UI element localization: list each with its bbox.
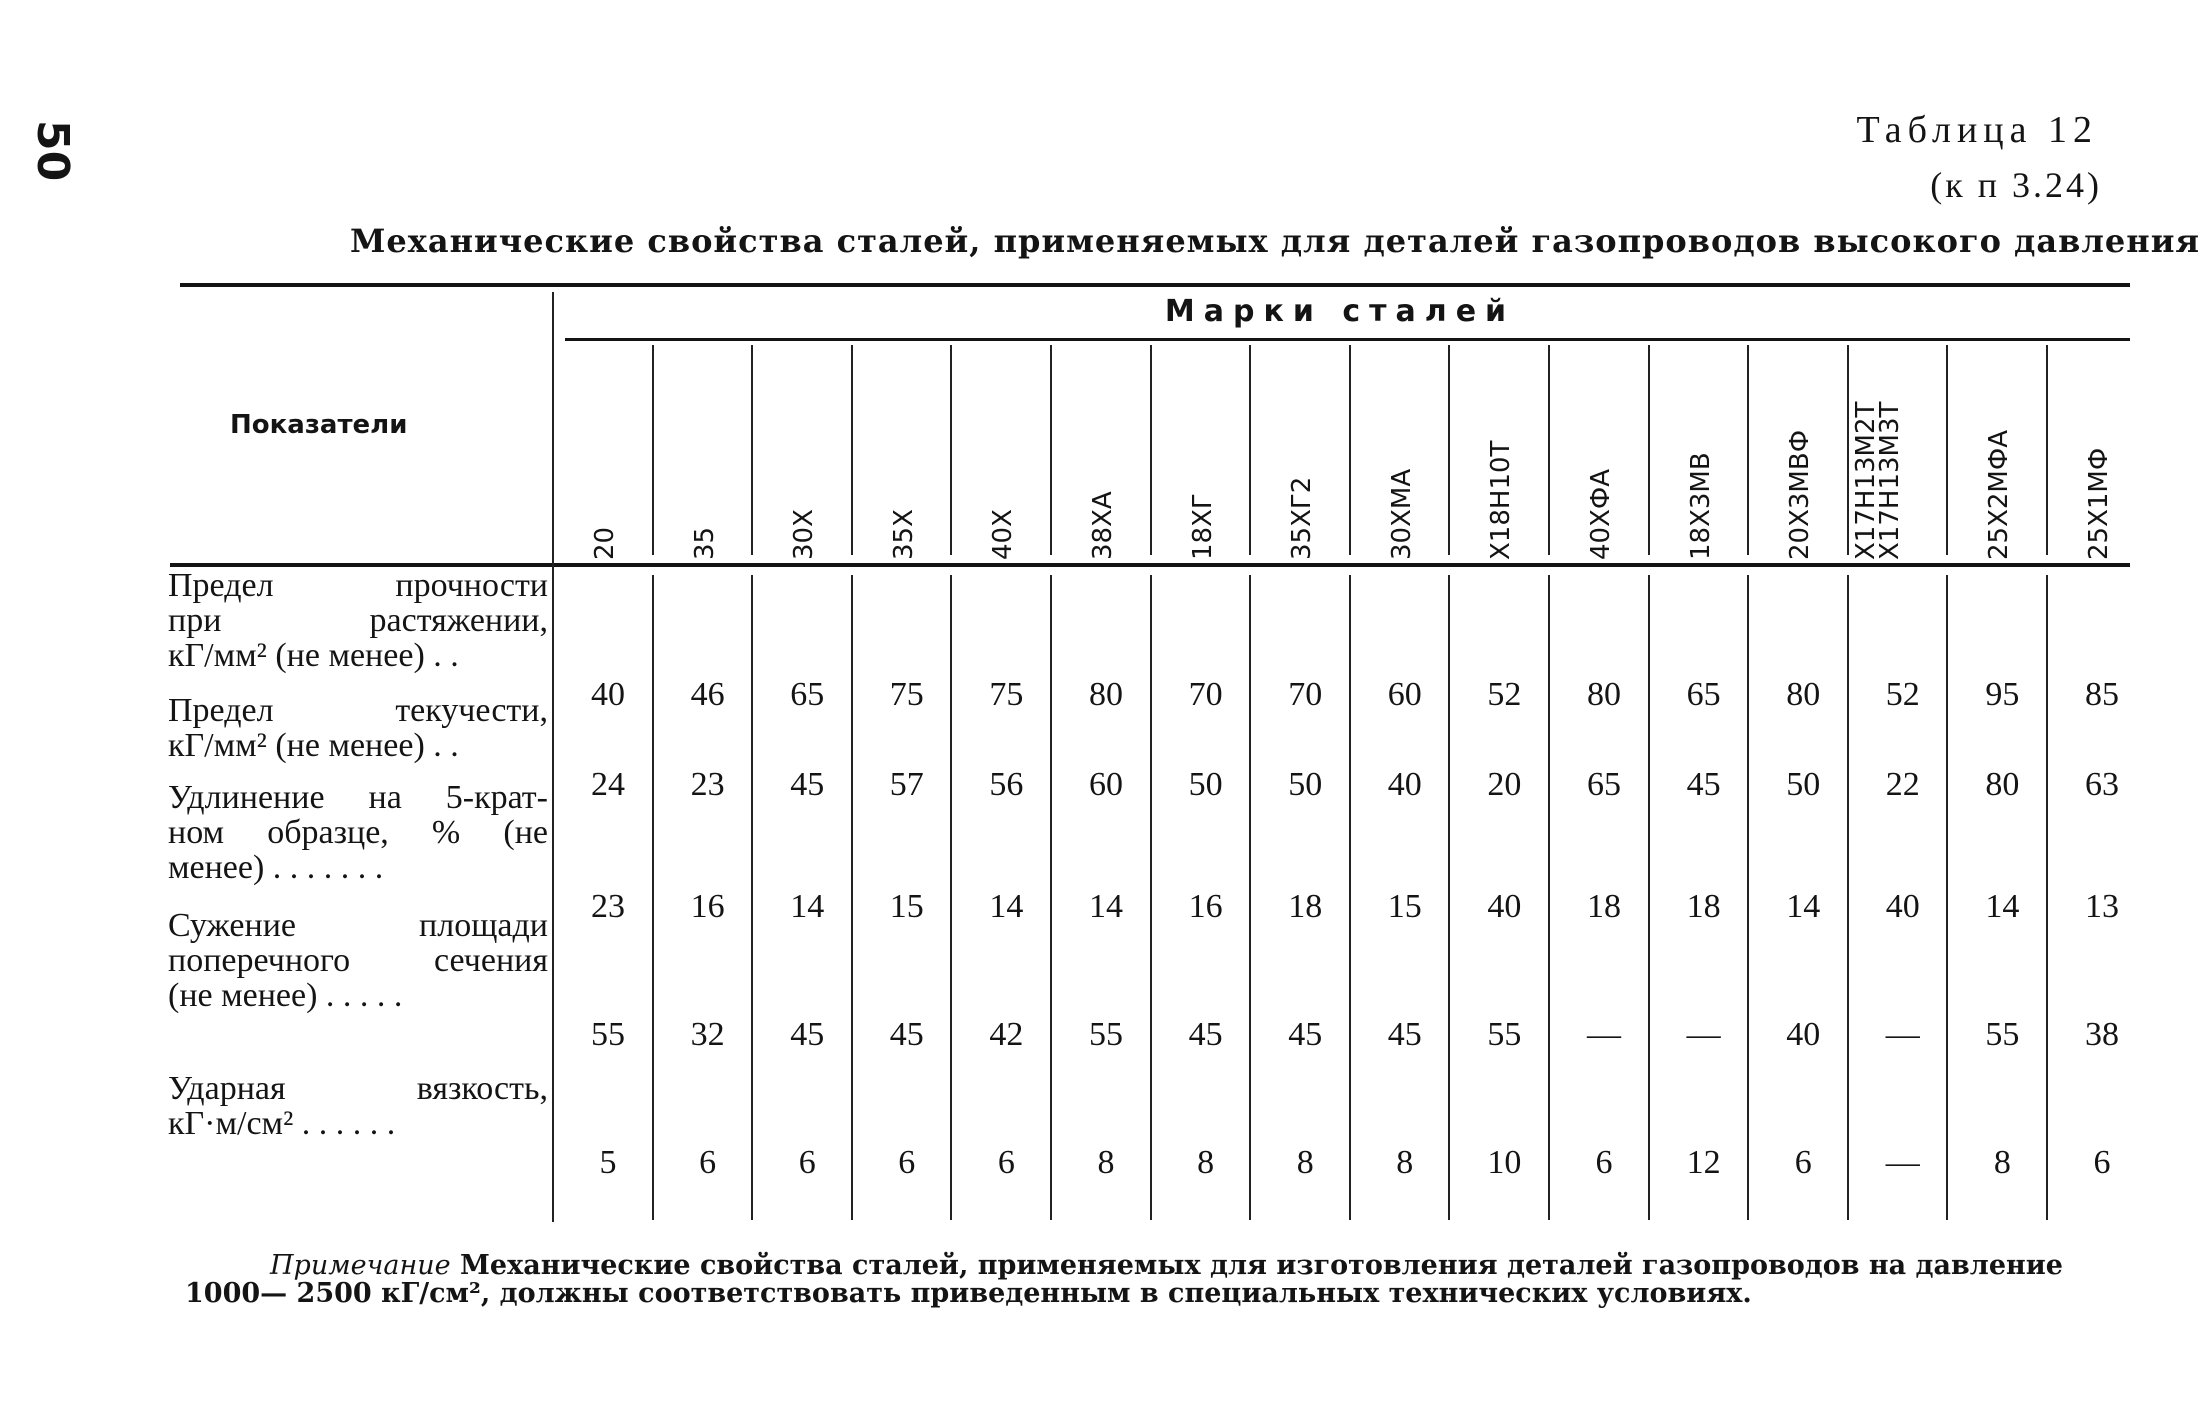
row-label-line: кГ·м/см² . . . . . . <box>168 1105 396 1142</box>
table-cell: 45 <box>1686 766 1721 803</box>
row-label-line: кГ/мм² (не менее) . . <box>168 727 459 764</box>
footnote <box>185 1252 2135 1308</box>
table-cell: 10 <box>1487 1144 1522 1181</box>
table-cell: 23 <box>591 888 625 925</box>
column-header <box>958 350 1048 560</box>
table-cell: 22 <box>1885 766 1920 803</box>
table-cell: 6 <box>2093 1144 2111 1181</box>
column-header <box>859 350 949 560</box>
table-cell: 6 <box>1794 1144 1812 1181</box>
table-cell: 8 <box>1097 1144 1115 1181</box>
table-cell: 14 <box>790 888 825 925</box>
column-header-label: 30Х <box>789 509 820 560</box>
column-header-label: 40Х <box>988 509 1019 560</box>
steel-grades-header: Марки сталей <box>1164 294 1516 329</box>
row-label-line: поперечного сечения <box>168 942 548 979</box>
row-label-line: Предел прочности <box>168 567 548 604</box>
column-divider <box>1349 345 1351 555</box>
column-header-label: 35ХГ2 <box>1287 476 1318 560</box>
column-divider <box>1050 345 1052 555</box>
column-header-label: 18Х3МВ <box>1685 452 1716 560</box>
row-label <box>168 568 548 673</box>
column-header <box>2054 350 2144 560</box>
row-label-line: кГ/мм² (не менее) . . <box>168 637 459 674</box>
table-cell: 52 <box>1487 676 1522 713</box>
column-header <box>1656 350 1746 560</box>
row-label <box>168 693 548 763</box>
table-cell: 57 <box>889 766 924 803</box>
table-cell: 95 <box>1985 676 2020 713</box>
table-cell: 32 <box>690 1016 725 1053</box>
table-cell: 55 <box>591 1016 625 1053</box>
row-label <box>168 780 548 885</box>
table-cell: 50 <box>1786 766 1821 803</box>
column-divider <box>950 345 952 555</box>
table-cell: 16 <box>1188 888 1223 925</box>
table-cell: 56 <box>989 766 1024 803</box>
table-cell: 14 <box>1786 888 1821 925</box>
footnote-lead: Примечание <box>270 1250 451 1281</box>
row-label-line: Ударная вязкость, <box>168 1070 548 1107</box>
column-divider <box>851 345 853 555</box>
table-cell: 13 <box>2085 888 2119 925</box>
table-cell: 14 <box>989 888 1024 925</box>
column-header <box>1058 350 1148 560</box>
table-cell: 20 <box>1487 766 1522 803</box>
column-divider <box>1847 345 1849 555</box>
table-cell: 52 <box>1885 676 1920 713</box>
footnote-text: Механические свойства сталей, применяемых для изготовления деталей газопроводов на давление 1000— 2500 кГ/см², должны соответствовать приведенным в специальных технических условиях. <box>185 1250 2063 1309</box>
table-cell: 45 <box>790 1016 825 1053</box>
table-cell: 50 <box>1288 766 1323 803</box>
table-cell: 60 <box>1089 766 1123 803</box>
table-cell: 80 <box>1786 676 1821 713</box>
table-cell: 85 <box>2085 676 2119 713</box>
table-cell: 46 <box>690 676 725 713</box>
table-cell: 65 <box>1587 766 1621 803</box>
column-header <box>1850 350 1945 560</box>
table-cell: 80 <box>1985 766 2020 803</box>
column-header <box>759 350 849 560</box>
column-divider <box>1946 345 1948 555</box>
table-cell: 63 <box>2085 766 2119 803</box>
column-header-label: 18ХГ <box>1187 493 1218 560</box>
column-divider <box>2046 345 2048 555</box>
column-divider <box>751 345 753 555</box>
table-cell: 80 <box>1587 676 1621 713</box>
row-label-line: Предел текучести, <box>168 692 548 729</box>
table-cell: — <box>1587 1016 1621 1053</box>
column-divider <box>1150 345 1152 555</box>
column-header-label: 35Х <box>888 509 919 560</box>
column-header-label: 38ХА <box>1088 491 1118 560</box>
page-number: 50 <box>27 120 78 182</box>
parameters-header: Показатели <box>230 410 408 440</box>
table-cell: 23 <box>690 766 725 803</box>
table-cell: 18 <box>1686 888 1721 925</box>
table-cell: 6 <box>798 1144 816 1181</box>
label-column-divider <box>552 292 554 1222</box>
table-cell: 40 <box>1387 766 1422 803</box>
table-cell: 8 <box>1396 1144 1414 1181</box>
column-header-label: 20Х3МВФ <box>1785 429 1816 560</box>
table-cell: 5 <box>599 1144 617 1181</box>
table-cell: — <box>1885 1016 1920 1053</box>
table-cell: 8 <box>1197 1144 1215 1181</box>
column-header <box>1755 350 1845 560</box>
column-divider <box>1648 345 1650 555</box>
column-divider <box>1747 345 1749 555</box>
column-header-label: 25Х1МФ <box>2084 447 2114 560</box>
table-cell: 45 <box>1387 1016 1422 1053</box>
table-cell: 6 <box>1595 1144 1613 1181</box>
table-cell: 6 <box>699 1144 717 1181</box>
column-header <box>1456 350 1546 560</box>
column-header-label: Х17Н13М2Т Х17Н13М3Т <box>1850 401 1905 560</box>
column-header-label: 40ХФА <box>1586 468 1616 560</box>
column-header <box>1954 350 2044 560</box>
table-cell: 55 <box>1487 1016 1522 1053</box>
row-label-line: Сужение площади <box>168 907 548 944</box>
table-cell: 80 <box>1089 676 1123 713</box>
table-cell: 8 <box>1993 1144 2011 1181</box>
table-label: Таблица 12 <box>1856 109 2098 151</box>
table-cell: 8 <box>1296 1144 1314 1181</box>
table-cell: 40 <box>1885 888 1920 925</box>
column-header-label: 25Х2МФА <box>1984 429 2015 560</box>
table-cell: 45 <box>1288 1016 1323 1053</box>
table-top-rule <box>180 283 2130 287</box>
table-cell: 60 <box>1387 676 1422 713</box>
column-header <box>1158 350 1248 560</box>
row-label <box>168 1071 548 1141</box>
column-header <box>660 350 750 560</box>
table-cell: 65 <box>790 676 825 713</box>
column-header-label: Х18Н10Т <box>1486 440 1517 560</box>
table-cell: — <box>1686 1016 1721 1053</box>
table-cell: 42 <box>989 1016 1024 1053</box>
row-label-line: (не менее) . . . . . <box>168 977 403 1014</box>
table-cell: 45 <box>1188 1016 1223 1053</box>
column-header <box>1357 350 1447 560</box>
table-cell: 55 <box>1985 1016 2020 1053</box>
table-cell: 45 <box>889 1016 924 1053</box>
column-header-label: 35 <box>689 526 720 560</box>
table-cell: 75 <box>989 676 1024 713</box>
table-cell: 14 <box>1985 888 2020 925</box>
table-cell: 45 <box>790 766 825 803</box>
table-cell: 50 <box>1188 766 1223 803</box>
column-header-label: 20 <box>590 526 620 560</box>
table-cell: 15 <box>1387 888 1422 925</box>
row-label <box>168 908 548 1013</box>
column-header <box>1556 350 1646 560</box>
row-label-line: менее) . . . . . . . <box>168 849 384 886</box>
table-cell: 65 <box>1686 676 1721 713</box>
table-cell: 55 <box>1089 1016 1123 1053</box>
column-divider <box>1548 345 1550 555</box>
column-divider <box>652 345 654 555</box>
row-label-line: ном образце, % (не <box>168 814 548 851</box>
column-header <box>1257 350 1347 560</box>
table-cell: 40 <box>1786 1016 1821 1053</box>
table-cell: 24 <box>591 766 625 803</box>
table-cell: 70 <box>1288 676 1323 713</box>
column-header-label: 30ХМА <box>1386 468 1417 560</box>
group-header-rule <box>565 338 2130 341</box>
column-header <box>560 350 650 560</box>
table-title: Механические свойства сталей, применяемых для деталей газопроводов высокого давления <box>350 222 2201 260</box>
table-cell: 16 <box>690 888 725 925</box>
column-divider <box>1249 345 1251 555</box>
row-label-line: Удлинение на 5-крат- <box>168 779 548 816</box>
table-cell: — <box>1885 1144 1920 1181</box>
table-cell: 75 <box>889 676 924 713</box>
table-cell: 18 <box>1587 888 1621 925</box>
table-cell: 18 <box>1288 888 1323 925</box>
table-cell: 40 <box>1487 888 1522 925</box>
row-label-line: при растяжении, <box>168 602 548 639</box>
table-cell: 70 <box>1188 676 1223 713</box>
table-cell: 40 <box>591 676 625 713</box>
table-cell: 38 <box>2085 1016 2119 1053</box>
table-cell: 15 <box>889 888 924 925</box>
table-cell: 6 <box>898 1144 916 1181</box>
table-cell: 6 <box>997 1144 1015 1181</box>
column-divider <box>1448 345 1450 555</box>
table-cell: 12 <box>1686 1144 1721 1181</box>
table-cell: 14 <box>1089 888 1123 925</box>
table-reference: (к п 3.24) <box>1930 165 2102 205</box>
